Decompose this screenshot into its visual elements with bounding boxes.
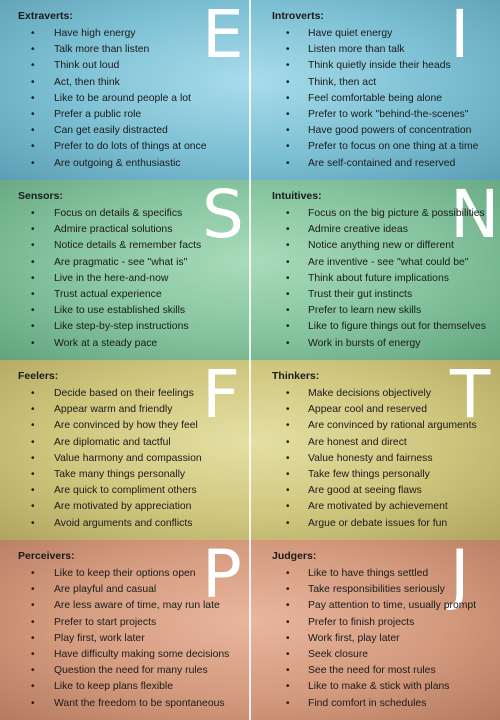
bullet-icon: • xyxy=(286,28,290,39)
trait-list xyxy=(251,206,486,352)
bullet-icon: • xyxy=(286,288,290,300)
trait-text: Want the freedom to be spontaneous xyxy=(54,697,225,709)
trait-item xyxy=(251,91,478,107)
bullet-icon: • xyxy=(286,517,290,529)
trait-text: Prefer to work "behind-the-scenes" xyxy=(308,108,469,120)
bullet-icon: • xyxy=(286,272,290,284)
trait-item xyxy=(0,303,201,319)
trait-text: Think quietly inside their heads xyxy=(308,60,451,72)
trait-text: Play first, work later xyxy=(54,632,145,644)
bullet-icon: • xyxy=(286,305,290,317)
trait-text: Trust their gut instincts xyxy=(308,288,413,300)
trait-text: Think, then act xyxy=(308,76,377,88)
trait-item xyxy=(251,696,476,712)
feeler-thinker-band xyxy=(0,360,500,540)
intuitives-panel xyxy=(251,180,500,360)
trait-text: Like to be around people a lot xyxy=(54,92,191,104)
bullet-icon: • xyxy=(31,240,35,252)
trait-item xyxy=(0,319,201,335)
perceiver-judger-band xyxy=(0,540,500,720)
trait-item xyxy=(0,336,201,352)
bullet-icon: • xyxy=(31,108,35,120)
bullet-icon: • xyxy=(286,141,290,153)
bullet-icon: • xyxy=(286,584,290,596)
trait-item xyxy=(0,255,201,271)
trait-text: Have difficulty making some decisions xyxy=(54,648,230,660)
trait-item xyxy=(0,663,229,679)
bullet-icon: • xyxy=(31,305,35,317)
trait-list xyxy=(0,26,207,172)
trait-text: Seek closure xyxy=(308,648,369,660)
trait-item xyxy=(251,107,478,123)
bullet-icon: • xyxy=(31,288,35,300)
type-letter: E xyxy=(202,0,244,73)
trait-item xyxy=(0,582,229,598)
trait-item xyxy=(251,123,478,139)
trait-text: Like to make & stick with plans xyxy=(308,681,450,693)
trait-item xyxy=(0,42,207,58)
trait-item xyxy=(251,238,486,254)
bullet-icon: • xyxy=(286,681,290,693)
trait-text: Are convinced by how they feel xyxy=(54,420,198,432)
trait-item xyxy=(0,58,207,74)
bullet-icon: • xyxy=(286,600,290,612)
bullet-icon: • xyxy=(31,452,35,464)
bullet-icon: • xyxy=(31,256,35,268)
trait-text: Prefer to do lots of things at once xyxy=(54,141,207,153)
trait-item xyxy=(251,336,486,352)
bullet-icon: • xyxy=(31,60,35,72)
trait-text: Pay attention to time, usually prompt xyxy=(308,600,477,612)
trait-item xyxy=(251,319,486,335)
introverts-panel xyxy=(251,0,500,180)
bullet-icon: • xyxy=(31,28,35,39)
sensor-intuitive-band xyxy=(0,180,500,360)
trait-text: Are quick to compliment others xyxy=(54,485,197,497)
bullet-icon: • xyxy=(31,568,35,579)
feelers-panel xyxy=(0,360,249,540)
bullet-icon: • xyxy=(286,208,290,219)
type-letter: F xyxy=(202,360,240,433)
bullet-icon: • xyxy=(286,157,290,169)
bullet-icon: • xyxy=(286,665,290,677)
type-letter: P xyxy=(202,540,242,613)
trait-item xyxy=(251,26,478,42)
trait-item xyxy=(251,435,477,451)
bullet-icon: • xyxy=(286,321,290,333)
trait-text: Can get easily distracted xyxy=(54,125,168,137)
trait-item xyxy=(0,483,202,499)
bullet-icon: • xyxy=(31,517,35,529)
panel-title: Sensors: xyxy=(18,190,63,202)
bullet-icon: • xyxy=(31,337,35,349)
trait-text: Find comfort in schedules xyxy=(308,697,427,709)
trait-text: Are diplomatic and tactful xyxy=(54,436,171,448)
panel-title: Thinkers: xyxy=(272,370,320,382)
trait-text: Have good powers of concentration xyxy=(308,125,472,137)
trait-list xyxy=(251,26,478,172)
bullet-icon: • xyxy=(31,665,35,677)
sensors-panel xyxy=(0,180,249,360)
trait-text: Take responsibilities seriously xyxy=(308,584,445,596)
trait-item xyxy=(0,598,229,614)
bullet-icon: • xyxy=(286,76,290,88)
bullet-icon: • xyxy=(286,568,290,579)
bullet-icon: • xyxy=(286,256,290,268)
trait-item xyxy=(251,156,478,172)
bullet-icon: • xyxy=(31,76,35,88)
bullet-icon: • xyxy=(286,108,290,120)
trait-text: Have quiet energy xyxy=(308,28,393,39)
bullet-icon: • xyxy=(31,157,35,169)
trait-text: Decide based on their feelings xyxy=(54,388,194,399)
extravert-introvert-band xyxy=(0,0,500,180)
bullet-icon: • xyxy=(31,600,35,612)
trait-item xyxy=(251,402,477,418)
bullet-icon: • xyxy=(31,404,35,416)
trait-item xyxy=(251,303,486,319)
trait-text: Notice anything new or different xyxy=(308,240,454,252)
trait-item xyxy=(0,402,202,418)
bullet-icon: • xyxy=(31,584,35,596)
trait-item xyxy=(0,156,207,172)
trait-text: Are motivated by appreciation xyxy=(54,501,192,513)
trait-text: Are motivated by achievement xyxy=(308,501,448,513)
trait-item xyxy=(0,75,207,91)
bullet-icon: • xyxy=(31,141,35,153)
trait-item xyxy=(0,26,207,42)
trait-item xyxy=(0,287,201,303)
trait-text: Work in bursts of energy xyxy=(308,337,421,349)
trait-text: Prefer to learn new skills xyxy=(308,305,422,317)
trait-item xyxy=(0,206,201,222)
trait-text: Are pragmatic - see "what is" xyxy=(54,256,188,268)
trait-item xyxy=(0,467,202,483)
bullet-icon: • xyxy=(286,125,290,137)
thinkers-panel xyxy=(251,360,500,540)
trait-list xyxy=(0,206,201,352)
panel-title: Perceivers: xyxy=(18,550,75,562)
bullet-icon: • xyxy=(31,632,35,644)
trait-text: Prefer to focus on one thing at a time xyxy=(308,141,479,153)
trait-item xyxy=(251,516,477,532)
bullet-icon: • xyxy=(286,632,290,644)
trait-text: Like to use established skills xyxy=(54,305,186,317)
trait-item xyxy=(0,615,229,631)
trait-item xyxy=(0,647,229,663)
bullet-icon: • xyxy=(286,485,290,497)
bullet-icon: • xyxy=(31,44,35,56)
trait-item xyxy=(251,467,477,483)
trait-text: See the need for most rules xyxy=(308,665,436,677)
trait-text: Admire creative ideas xyxy=(308,224,408,236)
panel-title: Feelers: xyxy=(18,370,59,382)
trait-item xyxy=(0,107,207,123)
bullet-icon: • xyxy=(286,404,290,416)
trait-item xyxy=(0,91,207,107)
extraverts-panel xyxy=(0,0,249,180)
trait-item xyxy=(251,566,476,582)
type-letter: S xyxy=(202,180,244,253)
trait-text: Admire practical solutions xyxy=(54,224,173,236)
trait-text: Take few things personally xyxy=(308,468,430,480)
bullet-icon: • xyxy=(31,501,35,513)
trait-list xyxy=(251,566,476,712)
trait-text: Take many things personally xyxy=(54,468,186,480)
trait-text: Value harmony and compassion xyxy=(54,452,202,464)
trait-item xyxy=(0,386,202,402)
bullet-icon: • xyxy=(286,420,290,432)
bullet-icon: • xyxy=(31,272,35,284)
bullet-icon: • xyxy=(31,468,35,480)
trait-list xyxy=(251,386,477,532)
perceivers-panel xyxy=(0,540,249,720)
panel-title: Judgers: xyxy=(272,550,317,562)
panel-title: Extraverts: xyxy=(18,10,73,22)
trait-text: Like to figure things out for themselves xyxy=(308,321,486,333)
trait-item xyxy=(251,75,478,91)
trait-text: Make decisions objectively xyxy=(308,388,432,399)
trait-item xyxy=(0,451,202,467)
bullet-icon: • xyxy=(286,452,290,464)
trait-item xyxy=(0,631,229,647)
trait-list xyxy=(0,386,202,532)
trait-item xyxy=(251,222,486,238)
trait-list xyxy=(0,566,229,712)
trait-text: Talk more than listen xyxy=(54,44,150,56)
trait-text: Are less aware of time, may run late xyxy=(54,600,220,612)
bullet-icon: • xyxy=(286,501,290,513)
bullet-icon: • xyxy=(286,436,290,448)
trait-item xyxy=(0,516,202,532)
trait-text: Are good at seeing flaws xyxy=(308,485,422,497)
trait-item xyxy=(0,139,207,155)
trait-item xyxy=(0,123,207,139)
trait-text: Have high energy xyxy=(54,28,136,39)
trait-text: Like to keep plans flexible xyxy=(54,681,173,693)
trait-text: Value honesty and fairness xyxy=(308,452,433,464)
trait-item xyxy=(251,451,477,467)
trait-text: Are outgoing & enthusiastic xyxy=(54,157,181,169)
trait-text: Like step-by-step instructions xyxy=(54,321,189,333)
trait-item xyxy=(251,386,477,402)
trait-text: Like to have things settled xyxy=(308,568,429,579)
trait-item xyxy=(251,631,476,647)
judgers-panel xyxy=(251,540,500,720)
bullet-icon: • xyxy=(286,44,290,56)
trait-item xyxy=(0,418,202,434)
trait-item xyxy=(251,663,476,679)
trait-item xyxy=(251,418,477,434)
trait-item xyxy=(0,679,229,695)
bullet-icon: • xyxy=(286,388,290,399)
bullet-icon: • xyxy=(286,92,290,104)
bullet-icon: • xyxy=(31,616,35,628)
bullet-icon: • xyxy=(31,485,35,497)
trait-text: Are playful and casual xyxy=(54,584,157,596)
trait-text: Work at a steady pace xyxy=(54,337,158,349)
trait-text: Are inventive - see "what could be" xyxy=(308,256,469,268)
trait-text: Prefer to finish projects xyxy=(308,616,415,628)
bullet-icon: • xyxy=(31,648,35,660)
trait-text: Are honest and direct xyxy=(308,436,407,448)
trait-item xyxy=(0,222,201,238)
trait-text: Appear warm and friendly xyxy=(54,404,173,416)
bullet-icon: • xyxy=(286,60,290,72)
trait-item xyxy=(0,566,229,582)
trait-text: Prefer to start projects xyxy=(54,616,157,628)
trait-text: Notice details & remember facts xyxy=(54,240,202,252)
type-letter: I xyxy=(450,0,470,73)
bullet-icon: • xyxy=(31,224,35,236)
trait-text: Think about future implications xyxy=(308,272,449,284)
bullet-icon: • xyxy=(31,208,35,219)
bullet-icon: • xyxy=(31,125,35,137)
trait-item xyxy=(251,271,486,287)
trait-text: Focus on the big picture & possibilities xyxy=(308,208,485,219)
bullet-icon: • xyxy=(31,697,35,709)
trait-text: Argue or debate issues for fun xyxy=(308,517,448,529)
bullet-icon: • xyxy=(286,468,290,480)
trait-text: Appear cool and reserved xyxy=(308,404,427,416)
trait-item xyxy=(251,647,476,663)
panel-title: Introverts: xyxy=(272,10,324,22)
trait-item xyxy=(251,206,486,222)
bullet-icon: • xyxy=(31,420,35,432)
bullet-icon: • xyxy=(286,616,290,628)
trait-item xyxy=(0,271,201,287)
trait-item xyxy=(251,483,477,499)
trait-text: Question the need for many rules xyxy=(54,665,208,677)
trait-item xyxy=(0,238,201,254)
trait-item xyxy=(251,42,478,58)
trait-item xyxy=(0,499,202,515)
trait-item xyxy=(251,598,476,614)
bullet-icon: • xyxy=(286,697,290,709)
bullet-icon: • xyxy=(31,681,35,693)
trait-item xyxy=(251,255,486,271)
bullet-icon: • xyxy=(31,92,35,104)
bullet-icon: • xyxy=(31,321,35,333)
trait-item xyxy=(251,139,478,155)
bullet-icon: • xyxy=(286,240,290,252)
trait-text: Are convinced by rational arguments xyxy=(308,420,477,432)
trait-item xyxy=(0,435,202,451)
type-letter: N xyxy=(450,180,500,253)
trait-text: Act, then think xyxy=(54,76,120,88)
bullet-icon: • xyxy=(31,436,35,448)
trait-text: Like to keep their options open xyxy=(54,568,196,579)
type-letter: T xyxy=(450,360,491,433)
bullet-icon: • xyxy=(31,388,35,399)
trait-item xyxy=(251,499,477,515)
bullet-icon: • xyxy=(286,648,290,660)
trait-text: Prefer a public role xyxy=(54,108,142,120)
trait-item xyxy=(0,696,229,712)
type-letter: J xyxy=(450,540,470,613)
bullet-icon: • xyxy=(286,337,290,349)
trait-item xyxy=(251,58,478,74)
trait-text: Live in the here-and-now xyxy=(54,272,169,284)
trait-text: Feel comfortable being alone xyxy=(308,92,443,104)
trait-text: Listen more than talk xyxy=(308,44,405,56)
trait-text: Avoid arguments and conflicts xyxy=(54,517,193,529)
panel-title: Intuitives: xyxy=(272,190,322,202)
trait-text: Trust actual experience xyxy=(54,288,162,300)
trait-item xyxy=(251,679,476,695)
trait-text: Are self-contained and reserved xyxy=(308,157,456,169)
trait-text: Focus on details & specifics xyxy=(54,208,183,219)
bullet-icon: • xyxy=(286,224,290,236)
trait-item xyxy=(251,287,486,303)
trait-item xyxy=(251,582,476,598)
trait-item xyxy=(251,615,476,631)
trait-text: Think out loud xyxy=(54,60,120,72)
trait-text: Work first, play later xyxy=(308,632,400,644)
